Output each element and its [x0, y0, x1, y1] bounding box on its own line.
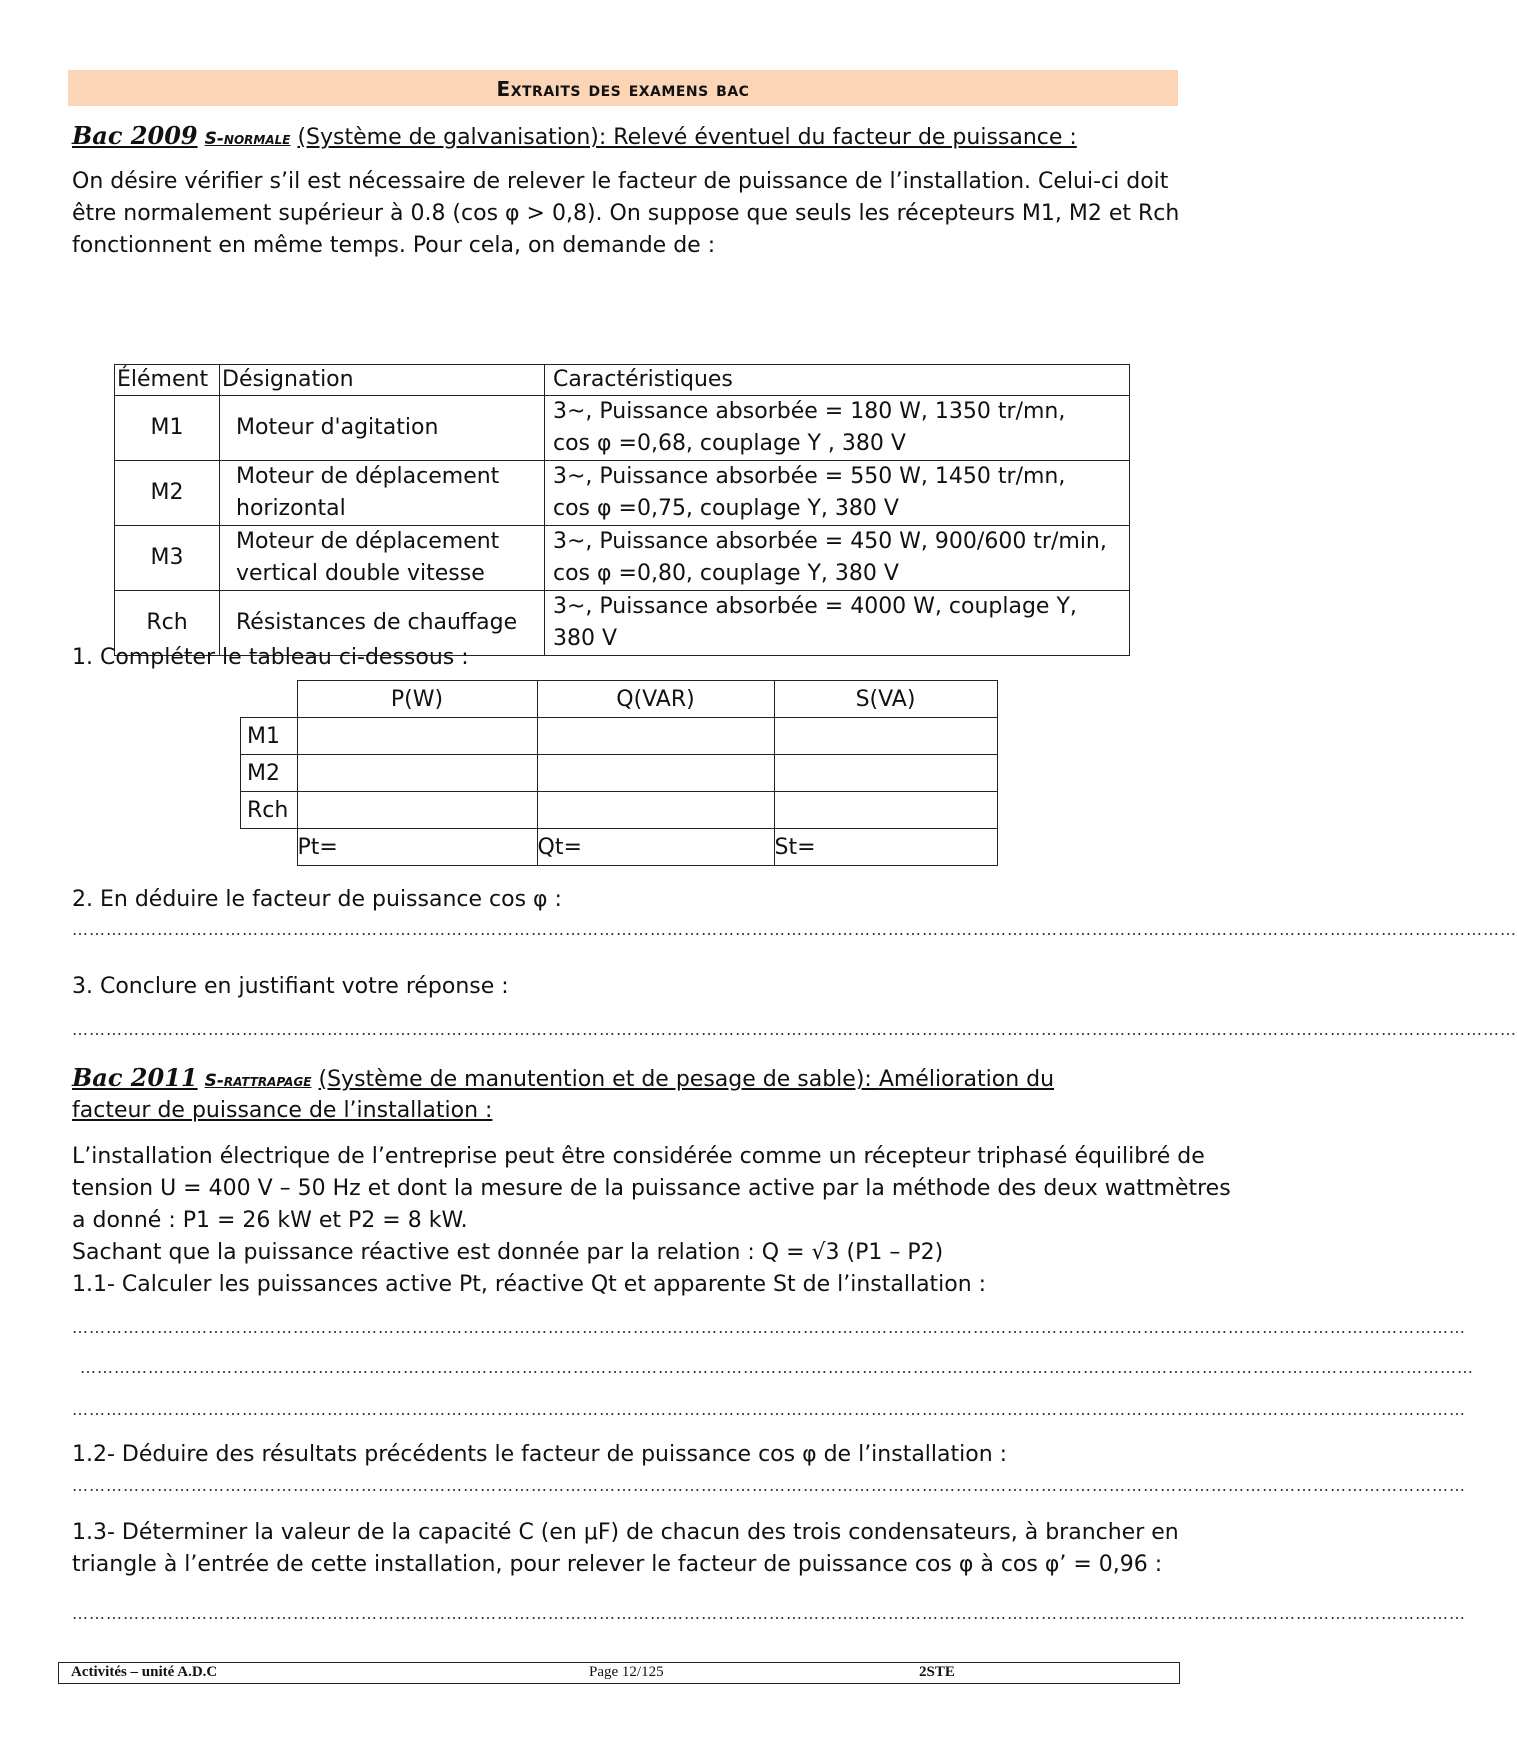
section1-session: S-normale — [204, 129, 291, 149]
answer-cell[interactable] — [537, 718, 774, 755]
element-cell: M1 — [115, 396, 220, 461]
total-cell[interactable]: Qt= — [537, 829, 774, 866]
section1-title: (Système de galvanisation): Relevé éventuel du facteur de puissance : — [297, 125, 1077, 150]
question-1-2: 1.2- Déduire des résultats précédents le facteur de puissance cos φ de l’installation : — [72, 1442, 1008, 1467]
answer-line[interactable]: ………………………………………………………………………………………………………………………………………………………………………………………………………………………………… — [72, 1020, 1517, 1039]
answer-cell[interactable] — [537, 792, 774, 829]
section2-title-part2: Amélioration du — [878, 1067, 1055, 1092]
element-cell: Rch — [115, 591, 220, 656]
section2-session: S-rattrapage — [204, 1071, 312, 1091]
footer-right: 2STE — [919, 1664, 955, 1680]
page-footer — [58, 1662, 1180, 1684]
question-1: 1. Compléter le tableau ci-dessous : — [72, 645, 469, 670]
section2-title-line2: facteur de puissance de l’installation : — [72, 1098, 493, 1123]
row-label: Rch — [241, 792, 298, 829]
table-header: S(VA) — [774, 681, 997, 718]
table-header: Caractéristiques — [545, 365, 1130, 396]
table-row — [115, 461, 1130, 526]
answer-line[interactable]: ………………………………………………………………………………………………………………………………………………………………………………………………………………………… — [72, 1604, 1466, 1623]
power-table — [240, 680, 998, 866]
table-row — [241, 755, 998, 792]
characteristics-cell — [545, 526, 1130, 591]
footer-page-number: Page 12/125 — [589, 1664, 664, 1680]
question-1-3-line1: 1.3- Déterminer la valeur de la capacité C (en μF) de chacun des trois condensateurs, à brancher en — [72, 1520, 1179, 1545]
characteristics-cell — [545, 396, 1130, 461]
table-row — [241, 718, 998, 755]
section2-title-part1: (Système de manutention et de pesage de sable): — [318, 1067, 879, 1092]
table-row — [115, 396, 1130, 461]
characteristics-cell: 3~, Puissance absorbée = 4000 W, couplage Y, 380 V — [545, 591, 1130, 656]
answer-cell[interactable] — [297, 755, 537, 792]
characteristics-line: cos φ =0,80, couplage Y, 380 V — [553, 561, 899, 586]
section1-heading — [72, 121, 1077, 154]
answer-line[interactable]: ………………………………………………………………………………………………………………………………………………………………………………………………………………………… — [72, 1318, 1466, 1337]
question-2: 2. En déduire le facteur de puissance cos φ : — [72, 887, 562, 912]
section2-para-line3: a donné : P1 = 26 kW et P2 = 8 kW. — [72, 1208, 468, 1233]
row-label: M2 — [241, 755, 298, 792]
characteristics-line: 3~, Puissance absorbée = 450 W, 900/600 tr/min, — [553, 529, 1107, 554]
section2-para-line4: Sachant que la puissance réactive est donnée par la relation : Q = √3 (P1 – P2) — [72, 1240, 944, 1265]
answer-line[interactable]: ………………………………………………………………………………………………………………………………………………………………………………………………………………………… — [72, 1400, 1466, 1419]
designation-cell: Moteur d'agitation — [220, 396, 545, 461]
answer-cell[interactable] — [297, 792, 537, 829]
page-banner: Extraits des examens bac — [68, 70, 1178, 106]
designation-cell — [220, 526, 545, 591]
answer-cell[interactable] — [537, 755, 774, 792]
designation-line: Moteur de déplacement — [236, 464, 500, 489]
question-1-1: 1.1- Calculer les puissances active Pt, réactive Qt et apparente St de l’installation : — [72, 1272, 987, 1297]
answer-line[interactable]: ………………………………………………………………………………………………………………………………………………………………………………………………………………………………… — [72, 920, 1517, 939]
characteristics-line: cos φ =0,68, couplage Y , 380 V — [553, 431, 906, 456]
answer-line[interactable]: ………………………………………………………………………………………………………………………………………………………………………………………………………………………… — [72, 1476, 1466, 1495]
table-header: Q(VAR) — [537, 681, 774, 718]
section2-heading — [72, 1063, 1054, 1096]
element-cell: M3 — [115, 526, 220, 591]
answer-cell[interactable] — [774, 718, 997, 755]
designation-cell — [220, 461, 545, 526]
section2-para-line2: tension U = 400 V – 50 Hz et dont la mesure de la puissance active par la méthode des deux wattmètres — [72, 1176, 1231, 1201]
table-header: P(W) — [297, 681, 537, 718]
answer-cell[interactable] — [774, 792, 997, 829]
characteristics-cell — [545, 461, 1130, 526]
section1-para-line3: fonctionnent en même temps. Pour cela, on demande de : — [72, 233, 716, 258]
section2-para-line1: L’installation électrique de l’entreprise peut être considérée comme un récepteur triphasé équilibré de — [72, 1144, 1205, 1169]
answer-cell[interactable] — [297, 718, 537, 755]
designation-line: horizontal — [236, 496, 346, 521]
answer-line[interactable]: ………………………………………………………………………………………………………………………………………………………………………………………………………………………… — [80, 1358, 1474, 1377]
characteristics-line: cos φ =0,75, couplage Y, 380 V — [553, 496, 899, 521]
section2-bac: Bac 2011 — [72, 1063, 198, 1092]
table-header: Élément — [115, 365, 220, 396]
element-cell: M2 — [115, 461, 220, 526]
designation-line: vertical double vitesse — [236, 561, 485, 586]
question-3: 3. Conclure en justifiant votre réponse : — [72, 974, 509, 999]
question-1-3-line2: triangle à l’entrée de cette installation, pour relever le facteur de puissance cos φ à cos φ’ = 0,96 : — [72, 1552, 1163, 1577]
row-label: M1 — [241, 718, 298, 755]
designation-line: Moteur de déplacement — [236, 529, 500, 554]
answer-cell[interactable] — [774, 755, 997, 792]
table-row — [241, 792, 998, 829]
total-cell[interactable]: St= — [774, 829, 997, 866]
designation-cell: Résistances de chauffage — [220, 591, 545, 656]
footer-left: Activités – unité A.D.C — [71, 1664, 218, 1680]
section1-para-line1: On désire vérifier s’il est nécessaire de relever le facteur de puissance de l’installation. Celui-ci doit — [72, 169, 1169, 194]
section1-para-line2: être normalement supérieur à 0.8 (cos φ > 0,8). On suppose que seuls les récepteurs M1, M2 et Rch — [72, 201, 1180, 226]
totals-row — [241, 829, 998, 866]
total-cell[interactable]: Pt= — [297, 829, 537, 866]
table-row — [115, 526, 1130, 591]
table-header: Désignation — [220, 365, 545, 396]
section1-bac: Bac 2009 — [72, 121, 198, 150]
characteristics-line: 3~, Puissance absorbée = 180 W, 1350 tr/mn, — [553, 399, 1066, 424]
characteristics-line: 3~, Puissance absorbée = 550 W, 1450 tr/mn, — [553, 464, 1066, 489]
receivers-table — [114, 364, 1130, 656]
